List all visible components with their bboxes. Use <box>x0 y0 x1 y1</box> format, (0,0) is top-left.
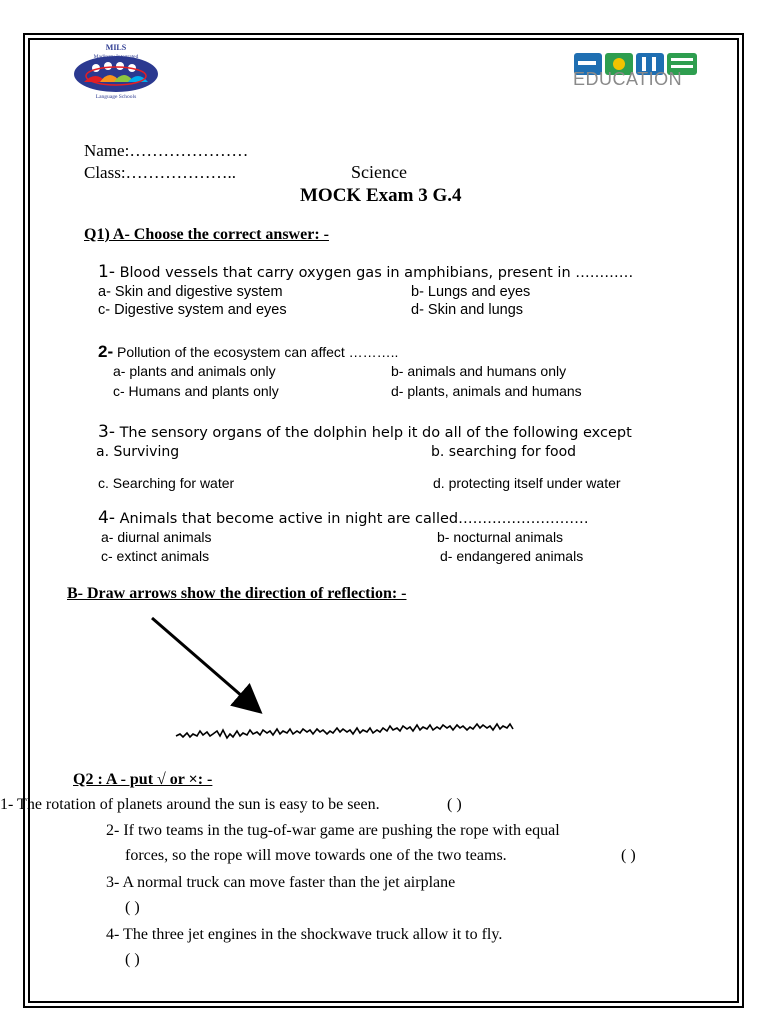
q2-heading: Q2 : A - put √ or ×: - <box>73 771 213 788</box>
svg-text:Madinaty Integrated: Madinaty Integrated <box>93 54 139 60</box>
q1-item-2-question: 2- Pollution of the ecosystem can affect ……….. <box>98 342 399 361</box>
q1-b-heading: B- Draw arrows show the direction of reflection: - <box>67 585 407 602</box>
q1-item-1-option-d[interactable]: d- Skin and lungs <box>411 302 524 318</box>
q1-item-2-option-a[interactable]: a- plants and animals only <box>113 363 276 379</box>
q1-item-2-option-b[interactable]: b- animals and humans only <box>391 363 567 379</box>
q1-item-3-option-c[interactable]: c. Searching for water <box>98 475 235 491</box>
q1-item-1-option-a[interactable]: a- Skin and digestive system <box>98 284 283 300</box>
q1-item-4-option-a[interactable]: a- diurnal animals <box>101 529 212 545</box>
q1-item-3-option-a[interactable]: a. Surviving <box>96 444 180 460</box>
class-line: Class:……………….. <box>84 163 237 182</box>
q1-item-4-option-c[interactable]: c- extinct animals <box>101 548 210 564</box>
q2-item-1: 1- The rotation of planets around the sun is easy to be seen. <box>0 796 380 813</box>
gems-education-label: EDUCATION <box>573 69 683 89</box>
q1-item-1-question: 1- Blood vessels that carry oxygen gas in amphibians, present in ………… <box>98 262 634 282</box>
q2-item-2-line-1: 2- If two teams in the tug-of-war game are pushing the rope with equal <box>106 822 560 839</box>
q2-item-2-line-2: forces, so the rope will move towards one of the two teams. <box>125 847 507 864</box>
mils-logo <box>66 42 166 100</box>
q1-item-3-option-b[interactable]: b. searching for food <box>431 444 577 460</box>
q1-item-4-option-d[interactable]: d- endangered animals <box>440 548 584 564</box>
q2-item-1-answer-box[interactable]: ( ) <box>447 796 462 813</box>
q1-heading: Q1) A- Choose the correct answer: - <box>84 226 329 243</box>
q1-item-2-option-d[interactable]: d- plants, animals and humans <box>391 383 582 399</box>
q1-item-4-option-b[interactable]: b- nocturnal animals <box>437 529 564 545</box>
q2-item-4-answer-box[interactable]: ( ) <box>125 951 140 968</box>
q1-item-4-question: 4- Animals that become active in night are called……………………… <box>98 508 589 528</box>
q1-item-1-option-b[interactable]: b- Lungs and eyes <box>411 284 531 300</box>
incident-arrow <box>152 618 258 710</box>
q1-item-1-option-c[interactable]: c- Digestive system and eyes <box>98 302 287 318</box>
name-line: Name:………………… <box>84 141 249 160</box>
q2-item-2-answer-box[interactable]: ( ) <box>621 847 636 864</box>
q1-item-3-question: 3- The sensory organs of the dolphin help it do all of the following except <box>98 422 632 442</box>
reflection-diagram[interactable] <box>140 610 560 750</box>
svg-text:Language Schools: Language Schools <box>95 94 137 100</box>
subject-title: Science <box>351 162 407 182</box>
q1-item-2-option-c[interactable]: c- Humans and plants only <box>113 383 279 399</box>
mils-logo-text: MILS <box>105 43 127 52</box>
q1-item-3-option-d[interactable]: d. protecting itself under water <box>433 475 621 491</box>
rough-surface-line <box>176 724 513 738</box>
exam-title: MOCK Exam 3 G.4 <box>300 185 462 206</box>
q2-item-3-answer-box[interactable]: ( ) <box>125 899 140 916</box>
q2-item-4: 4- The three jet engines in the shockwave truck allow it to fly. <box>106 926 503 943</box>
q2-item-3: 3- A normal truck can move faster than the jet airplane <box>106 874 456 891</box>
